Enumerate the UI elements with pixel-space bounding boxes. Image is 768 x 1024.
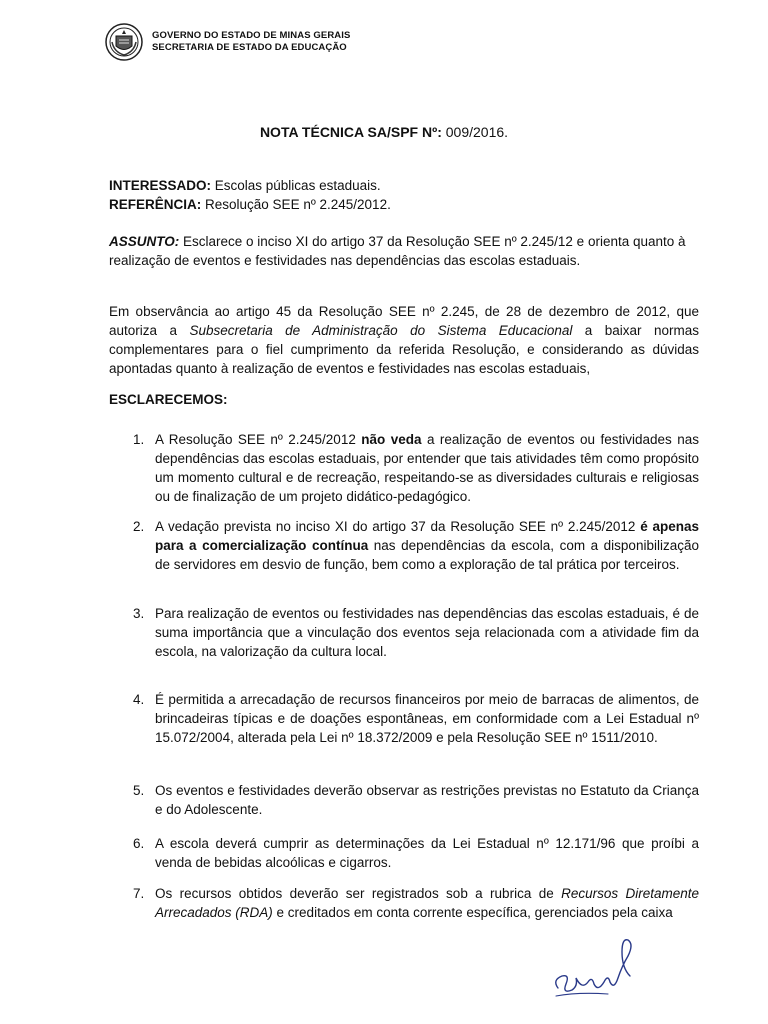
letterhead-line-1: GOVERNO DO ESTADO DE MINAS GERAIS [152,30,351,41]
list-item-4 [133,690,699,747]
list-item-number: 4. [133,692,145,707]
list-item-number: 3. [133,606,145,621]
list-item-number: 7. [133,886,145,901]
list-item-1 [133,430,699,506]
intro-italic: Subsecretaria de Administração do Sistema Educacional [189,323,573,338]
document-meta [109,176,391,214]
letterhead-line-2: SECRETARIA DE ESTADO DA EDUCAÇÃO [152,42,347,53]
document-title [0,124,768,140]
list-item-7 [133,884,699,922]
interessado-label: INTERESSADO: [109,178,212,193]
list-item-5 [133,781,699,819]
list-item-text: A vedação prevista no inciso XI do artigo 37 da Resolução SEE nº 2.245/2012 [155,519,641,534]
list-item-number: 6. [133,836,145,851]
list-item-number: 2. [133,519,145,534]
referencia-label: REFERÊNCIA: [109,197,202,212]
handwritten-signature [548,930,658,1010]
esclarecemos-heading: ESCLARECEMOS: [109,392,228,407]
interessado-line [109,176,391,195]
referencia-line [109,195,391,214]
list-item-text: nas dependências da escola, com a disponibilização de servidores em desvio de função, bem como a exploração de tal prática por terceiros. [155,538,699,572]
title-label: NOTA TÉCNICA SA/SPF Nº: [259,124,442,140]
list-item-bold: não veda [361,432,422,447]
list-item-text: É permitida a arrecadação de recursos financeiros por meio de barracas de alimentos, de brincadeiras típicas e de doações espontâneas, em conformidade com a Lei Estadual nº 15.072/2004, alterada pela Lei nº 18.372/2009 e pela Resolução SEE nº 1511/2010. [155,692,699,745]
list-item-text: e creditados em conta corrente específica, gerenciados pela caixa [272,905,673,920]
list-item-text: a realização de eventos ou festividades nas dependências das escolas estaduais, por entender que tais atividades têm como propósito um momento cultural e de recreação, respeitando-se as diversidades culturais e religiosas ou de finalização de um projeto didático-pedagógico. [155,432,699,504]
list-item-text: Os eventos e festividades deverão observar as restrições previstas no Estatuto da Criança e do Adolescente. [155,783,699,817]
assunto-text: Esclarece o inciso XI do artigo 37 da Resolução SEE nº 2.245/12 e orienta quanto à realização de eventos e festividades nas dependências das escolas estaduais. [109,234,686,268]
list-item-3 [133,604,699,661]
interessado-value: Escolas públicas estaduais. [211,178,381,193]
intro-paragraph [109,302,699,378]
list-item-6 [133,834,699,872]
intro-part-1: Em observância ao artigo 45 da Resolução SEE nº 2.245, de 28 de dezembro de 2012, que autoriza a [109,304,699,338]
list-item-number: 5. [133,783,145,798]
list-item-text: Para realização de eventos ou festividades nas dependências das escolas estaduais, é de suma importância que a vinculação dos eventos seja relacionada com a atividade fim da escola, na valorização da cultura local. [155,606,699,659]
list-item-italic: Recursos Diretamente Arrecadados (RDA) [155,886,699,920]
title-number: 009/2016. [441,124,509,140]
list-item-bold: é apenas para a comercialização contínua [155,519,699,553]
list-item-number: 1. [133,432,145,447]
referencia-value: Resolução SEE nº 2.245/2012. [201,197,391,212]
list-item-text: A escola deverá cumprir as determinações da Lei Estadual nº 12.171/96 que proíbi a venda de bebidas alcoólicas e cigarros. [155,836,699,870]
list-item-text: Os recursos obtidos deverão ser registrados sob a rubrica de [155,886,562,901]
assunto-paragraph [109,232,699,270]
assunto-label: ASSUNTO: [109,234,180,249]
coat-of-arms-icon [104,22,144,62]
letterhead [104,22,350,62]
list-item-2 [133,517,699,574]
list-item-text: A Resolução SEE nº 2.245/2012 [155,432,362,447]
intro-part-2: a baixar normas complementares para o fiel cumprimento da referida Resolução, e considerando as dúvidas apontadas quanto à realização de eventos e festividades nas escolas estaduais, [109,323,699,376]
